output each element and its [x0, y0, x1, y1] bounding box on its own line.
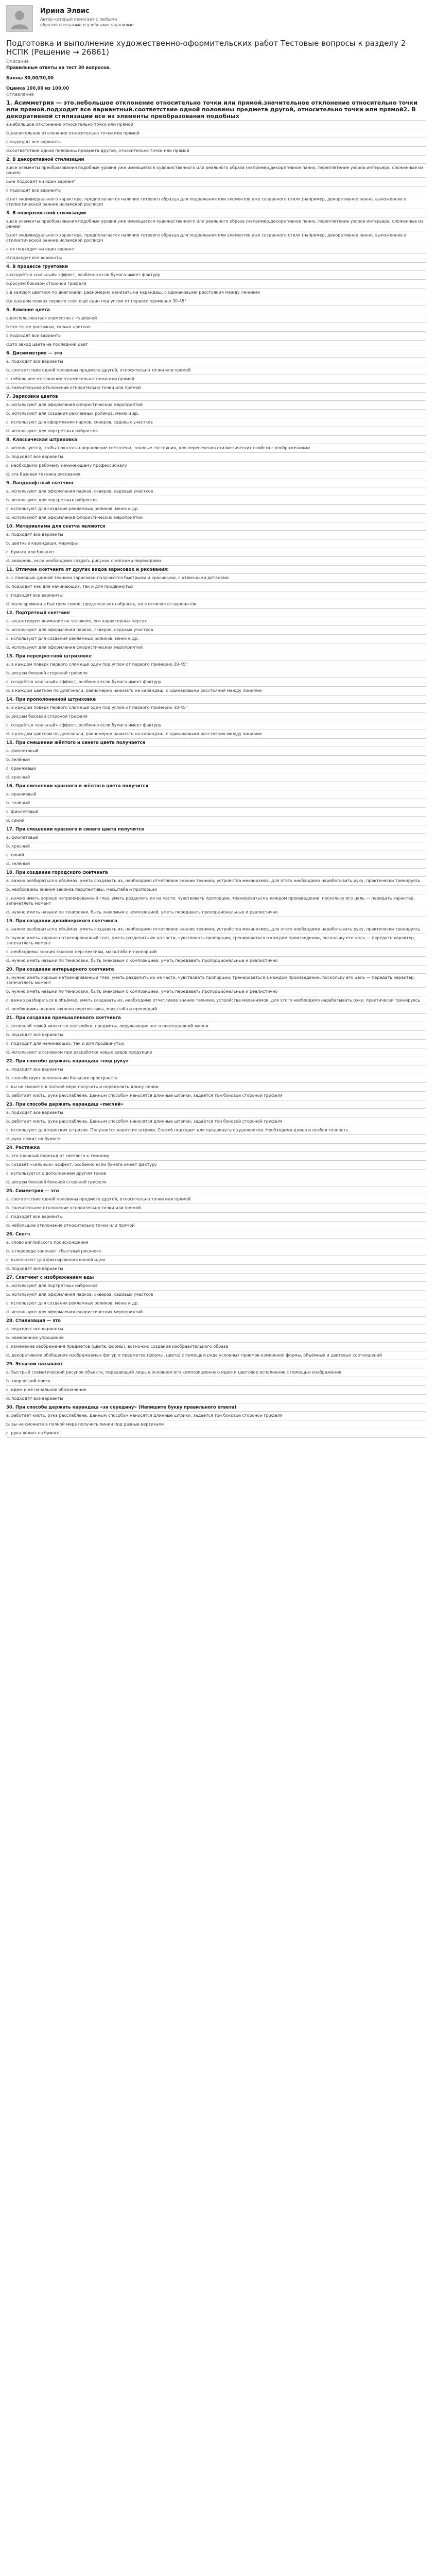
user-icon	[7, 6, 32, 31]
answer-option: с. небольшое отклонение относительно точки или прямой	[6, 375, 426, 384]
answer-option: с. необходимы знания законов перспективы, масштаба и пропорций	[6, 948, 426, 957]
author-bio: Автор который помогает с любыми образовательными и учебными заданиями	[40, 17, 134, 27]
answer-option: d. необходимы знания законов перспективы, масштаба и пропорций	[6, 1005, 426, 1014]
author-block	[6, 5, 426, 32]
author-name[interactable]: Ирина Элвис	[40, 7, 90, 15]
question-title: 25. Симметрия — это	[6, 1189, 59, 1194]
answer-option: с. создаётся «сильный» эффект, особенно если бумага имеет фактуру	[6, 721, 426, 730]
answer-option: с. выполняют для фиксирования вашей идеи	[6, 1256, 426, 1265]
answer-option: с. используется с дополнением другим тонов	[6, 1170, 426, 1178]
question-title: 27. Скетчинг с изображением еды	[6, 1275, 94, 1280]
question	[6, 1101, 426, 1144]
question-title: 8. Классическая штриховка	[6, 437, 77, 443]
question-title: 14. При прополоненной штриховке	[6, 697, 96, 702]
answer-option: с. рука лежит на бумаге	[6, 1429, 426, 1438]
points: Баллы 30,00/30,00	[6, 76, 54, 81]
answer-option: с. изменение изображения предметов (цвета, формы), возможно создание изобразительного образа	[6, 1343, 426, 1351]
toc-label: Оглавление	[6, 92, 34, 97]
answer-option: b.нет индивидуального характера, предполагается наличие готового образца для подражания или элементов уже созданного стиля (например, декоративное панно, выложенное в стилистической ранние исламской росписи)	[6, 231, 426, 245]
answer-option: b. цветные карандаши, маркеры	[6, 539, 426, 548]
answer-option: b.значительное отклонение относительно точки или прямой	[6, 129, 426, 138]
answer-option: b. способствует заполнению больших пространств	[6, 1074, 426, 1083]
answer-option: b. красный	[6, 842, 426, 851]
answer-option: b. намеренное упрощение	[6, 1334, 426, 1343]
question-title: 10. Материалами для скетча являются	[6, 524, 106, 529]
question	[6, 1275, 426, 1317]
question	[6, 1361, 426, 1403]
question-title: 5. Влияние цвета	[6, 308, 50, 313]
question-title: 19. При создании дизайнерского скетчинга	[6, 919, 117, 924]
answer-option: d. подходят все варианты	[6, 1395, 426, 1403]
answer-option: а. акцентируют внимание на человеке, его характерных чертах	[6, 617, 426, 626]
answer-option: с. подходят все варианты	[6, 591, 426, 600]
answer-option: d. небольшое отклонение относительно точки или прямой	[6, 1222, 426, 1230]
answer-option: d. в каждом цветном по диагонали, равномерно нанизать на карандаш, с одинаковыми расстояния между линиями	[6, 687, 426, 696]
question-title: 16. При смешении красного и жёлтого цвета получится	[6, 784, 149, 789]
answer-option: b. творческий поиск	[6, 1377, 426, 1386]
answer-option: с.не подходит ни один вариант	[6, 245, 426, 254]
answer-option: b.что те же растяжки, только цветная	[6, 323, 426, 332]
author-info	[40, 5, 138, 28]
answer-option: d. используют для оформления флористических мероприятий	[6, 1308, 426, 1317]
question-title: 30. При способе держать карандаш «за середину» (Напишите букву правильного ответа)	[6, 1405, 237, 1410]
question-title: 17. При смешении красного и синего цвета получится	[6, 827, 144, 832]
answer-option: с. идею и её начальное обозначение	[6, 1386, 426, 1395]
question-list	[6, 99, 426, 1438]
question	[6, 826, 426, 869]
answer-option: d. акварель, если необходимо создать рисунок с мягкими переходами	[6, 557, 426, 566]
question	[6, 264, 426, 306]
answer-option: а. фиолетовый	[6, 833, 426, 842]
question	[6, 1015, 426, 1057]
answer-option: d. нужно иметь навыки по тенировки, быть знакомым с композицией, уметь передавать пропорциональные и реалистично	[6, 957, 426, 965]
answer-option: d. подходят все варианты	[6, 1265, 426, 1274]
answer-option: b. рисуем боковой стороной грифеля	[6, 669, 426, 678]
answer-option: b. необходимы знания законов перспективы, масштаба и пропорций	[6, 886, 426, 894]
answer-option: d. рука лежит на бумаге	[6, 1135, 426, 1144]
answer-option: d. используют для оформления флористических мероприятий	[6, 514, 426, 522]
question	[6, 1231, 426, 1274]
question	[6, 1188, 426, 1230]
avatar[interactable]	[6, 5, 33, 32]
answer-option: d.нет индивидуального характера, предполагается наличие готового образца для подражания или элементов уже созданного стиля (например, декоративное панно, выложенное в стилистической ранние исламской росписи)	[6, 195, 426, 209]
question-title: 22. При способе держать карандаш «под руку»	[6, 1059, 129, 1064]
question	[6, 610, 426, 652]
answer-option: b. используют для создания рекламных роликов, меню и др.	[6, 410, 426, 418]
question	[6, 350, 426, 393]
question	[6, 1058, 426, 1100]
answer-option: а. нужно иметь хорошо натренированный глаз, уметь разделить их на части, чувствовать пропорции, тренироваться в каждом произведении, поскольку его цель — передать характер, запечатлеть момент	[6, 973, 426, 988]
answer-option: а.воспользоваться совместно с тушёвкой	[6, 314, 426, 323]
answer-option: с.в каждом цветном по диагонали, равномерно нанизать на карандаш, с одинаковыми расстояния между линиями	[6, 289, 426, 297]
question-title: 11. Отличие скетчинга от других видов зарисовок и рисования:	[6, 567, 169, 572]
answer-option: а. с помощью данной техники зарисовки получаются быстрыми и красивыми, с отличными деталями	[6, 573, 426, 583]
question	[6, 99, 426, 156]
question	[6, 1318, 426, 1360]
answer-option: а. используют для оформления парков, скверов, садовых участков	[6, 487, 426, 496]
answer-option: а. слово английского происхождения	[6, 1238, 426, 1247]
answer-option: а. подходят все варианты	[6, 1108, 426, 1117]
answer-option: а. используют для оформления флористических мероприятий	[6, 400, 426, 410]
answer-option: b. значительное отклонение относительно точки или прямой	[6, 1204, 426, 1213]
question-title: 4. В процессе грунтовки	[6, 264, 68, 269]
answer-option: а. основной темой являются постройки, предметы, окружающие нас в повседневной жизни	[6, 1022, 426, 1031]
answer-option: а. подходят все варианты	[6, 1065, 426, 1074]
answer-option: а. важно разбираться в объёмах, уметь создавать их, необходимо отчетливое знание техники, устройства механизмов, для этого необходимо нарабатывать руку, практически тренируясь	[6, 925, 426, 934]
answer-option: с. используют для оформления парков, скверов, садовых участков	[6, 418, 426, 427]
question	[6, 918, 426, 965]
question-title: 15. При смешении жёлтого и синего цвета получается	[6, 740, 145, 745]
answer-option: b. в переводе означает «быстрый рисунок»	[6, 1247, 426, 1256]
answer-option: с. необходимо рабочему начинающему профессионалу	[6, 462, 426, 470]
answer-option: а. оранжевый	[6, 790, 426, 799]
question	[6, 157, 426, 209]
question-title: 18. При создании городского скетчинга	[6, 870, 108, 875]
answer-option: с. оранжевый	[6, 765, 426, 773]
question-title: 26. Скетч	[6, 1232, 30, 1237]
answer-option: а. подходят все варианты	[6, 1325, 426, 1334]
answer-option: b.не подходят ни один вариант	[6, 178, 426, 187]
question-title: 13. При перекрёстной штриховке	[6, 654, 92, 659]
answer-option: d. используют для портретных набросков	[6, 427, 426, 436]
description-label: Описание	[6, 59, 29, 64]
question	[6, 653, 426, 696]
answer-option: b. используют для портретных набросков	[6, 496, 426, 505]
answer-option: с. используют для коротких штрихов. Получается короткие штрихи. Способ подходит для продвинутых художников. Необходима длина и особая точность	[6, 1126, 426, 1135]
question-title: 20. При создании интерьерного скетчинга	[6, 967, 114, 972]
answer-option: а. в каждом поверх первого слоя ещё один под углом от первого примерно 30-45°	[6, 660, 426, 669]
answer-option: d.соответствие одной половины предмета другой, относительно точки или прямой	[6, 147, 426, 156]
answer-option: с. важно разбираться в объёмах, уметь создавать их, необходимо отчетливое знание техники, устройства механизмов, для этого необходимо нарабатывать руку, практически тренируясь	[6, 996, 426, 1005]
correct-answers-summary: Правильные ответы на тест 30 вопросов.	[6, 65, 111, 71]
page-title: Подготовка и выполнение художественно-оформительских работ Тестовые вопросы к разделу 2 НСПК (Решение → 26861)	[6, 39, 406, 57]
answer-option: d. рисуем боковой боковой стороной грифеля	[6, 1178, 426, 1187]
answer-option: а. работает кисть, рука расслаблена. Данным способом наносятся длинные штрихи, задаётся тон боковой стороной грифеля	[6, 1411, 426, 1420]
question-title: 29. Эскизом называют	[6, 1362, 63, 1367]
answer-option: d. зелёный	[6, 860, 426, 869]
answer-option: с. нужно иметь хорошо натренированный глаз, уметь разделить их на части, чувствовать пропорции, тренироваться в каждом произведении, поскольку его цель — передать характер, запечатлеть момент	[6, 894, 426, 908]
question	[6, 697, 426, 739]
answer-option: b. нужно иметь хорошо натренированный глаз, уметь разделить их на части, чувствовать пропорции, тренироваться в каждом произведении, поскольку его цель — передать характер, запечатлеть момент	[6, 934, 426, 948]
answer-option: b. нужно иметь навыки по тенировки, быть знакомым с композицией, уметь передавать пропорциональные и реалистично	[6, 988, 426, 996]
answer-option: с. подходит для начинающих, так и для продвинутых	[6, 1040, 426, 1048]
question	[6, 783, 426, 825]
answer-option: d. значительное отклонение относительно точки или прямой	[6, 384, 426, 393]
answer-option: b. подходят все варианты	[6, 1031, 426, 1040]
question-title: 7. Зарисовки цветов	[6, 394, 58, 399]
question-title: 3. В поверхностной стилизации	[6, 211, 86, 216]
answer-option: d. работает кисть, рука расслаблена. Данным способом наносятся длинные штрихи, задаётся тон боковой стороной грифеля	[6, 1092, 426, 1100]
answer-option: а. соответствие одной половины предмета другой, относительно точки или прямой	[6, 1195, 426, 1204]
answer-option: а. подходят все варианты	[6, 530, 426, 539]
answer-option: с. фиолетовый	[6, 808, 426, 817]
answer-option: с.подходят все варианты	[6, 332, 426, 341]
question	[6, 480, 426, 522]
answer-option: d. синий	[6, 817, 426, 825]
answer-option: d.в каждом поверх первого слоя ещё один под углом от первого примерно 30-45°	[6, 297, 426, 306]
answer-option: а. в каждом поверх первого слоя ещё один под углом от первого примерно 30-45°	[6, 703, 426, 713]
answer-option: с.подходят все варианты	[6, 138, 426, 147]
answer-option: d. мало времени в быстром темпе, предполагает набросок, но в отличие от вариантов	[6, 600, 426, 609]
answer-option: b. зелёный	[6, 799, 426, 808]
answer-option: b. подходят все варианты	[6, 453, 426, 462]
answer-option: а.создаётся «сильный» эффект, особенно если бумага имеет фактуру	[6, 270, 426, 280]
answer-option: d. используют для оформления флористических мероприятий	[6, 643, 426, 652]
question-title: 6. Дисимметрия — это	[6, 351, 62, 356]
answer-option: а. это плавный переход от светлого к темному	[6, 1151, 426, 1161]
answer-option: а. используется, чтобы показать направление светотени, тоновые состояния, для пересечения стилистических свойств с изображениями	[6, 444, 426, 453]
answer-option: b. вы не сможете в полной мере получить линии под разные вертикали	[6, 1420, 426, 1429]
grade: Оценка 100,00 из 100,00	[6, 86, 69, 91]
question	[6, 394, 426, 436]
answer-option: с. используют для создания рекламных роликов, меню и др.	[6, 635, 426, 643]
answer-option: d.это эвход цвета на последний цвет	[6, 341, 426, 349]
answer-option: с.подходят все варианты	[6, 187, 426, 195]
answer-option: b. используют для оформления парков, скверов, садовых участков	[6, 626, 426, 635]
question	[6, 210, 426, 263]
answer-option: а. быстрый схематический рисунок объекта, передающий лишь в основном его композиционную идею и цветовое исполнение с помощью изображения	[6, 1368, 426, 1377]
answer-option: а.все элементы преобразования подобные уровня уже имеющегося художественного или реального образа (например,декоративное панно, переплетение узоров интерьера, сложенные из ранее)	[6, 163, 426, 178]
answer-option: b. подходит как для начинающих, так и для продвинутых	[6, 583, 426, 591]
question	[6, 567, 426, 609]
question	[6, 307, 426, 349]
question-title: 24. Растяжка	[6, 1145, 40, 1150]
question-title: 28. Стилизация — это	[6, 1318, 61, 1324]
question	[6, 870, 426, 917]
answer-option: d. нужно иметь навыки по тенировки, быть знакомым с композицией, уметь передавать пропорциональные и реалистично	[6, 908, 426, 917]
answer-option: с. используют для создания рекламных роликов, меню и др.	[6, 505, 426, 514]
question-title: 21. При создании промышленного скетчинга	[6, 1015, 121, 1021]
answer-option: d. в каждом цветном по диагонали, равномерно нанизать на карандаш, с одинаковыми расстояния между линиями	[6, 730, 426, 739]
question-title: 2. В декоративной стилизации	[6, 157, 84, 162]
answer-option: d.подходят все варианты	[6, 254, 426, 263]
answer-option: b. используют для оформления парков, скверов, садовых участков	[6, 1291, 426, 1299]
answer-option: d. эта базовая техника рисования	[6, 470, 426, 479]
answer-option: b. создаёт «сильный» эффект, особенно если бумага имеет фактуру	[6, 1161, 426, 1170]
answer-option: b.рисуем боковой стороной грифеля	[6, 280, 426, 289]
answer-option: а.небольшое отклонение относительно точки или прямой	[6, 120, 426, 129]
question	[6, 437, 426, 479]
answer-option: а. подходят все варианты	[6, 357, 426, 366]
answer-option: с. используют для создания рекламных роликов, меню и др.	[6, 1299, 426, 1308]
question	[6, 523, 426, 566]
answer-option: а. важно разбираться в объёмах, уметь создавать их, необходимо отчетливое знание техники, устройства механизмов, для этого необходимо нарабатывать руку, практически тренируясь	[6, 876, 426, 886]
answer-option: d. декоративное обобщение изображаемых фигур и предметов (формы, цвета) с помощью ряда условных приемов изменения формы, объёмных и цветовых соотношений	[6, 1351, 426, 1360]
answer-option: b. зелёный	[6, 756, 426, 765]
question	[6, 967, 426, 1014]
question-title: 9. Ландшафтный скетчинг	[6, 481, 74, 486]
question-title: 12. Портретный скетчинг	[6, 611, 71, 616]
question	[6, 740, 426, 782]
answer-option: b. соответствие одной половины предмета другой, относительно точки или прямой	[6, 366, 426, 375]
answer-option: d. красный	[6, 773, 426, 782]
answer-option: с. подходят все варианты	[6, 1213, 426, 1222]
answer-option: b. работает кисть, рука расслаблена. Данным способом наносятся длинные штрихи, задаётся тон боковой стороной грифеля	[6, 1117, 426, 1126]
answer-option: b. рисуем боковой стороной грифеля	[6, 713, 426, 721]
answer-option: с. создаётся «сильный» эффект, особенно если бумага имеет фактуру	[6, 678, 426, 687]
answer-option: d. используют в основном при разработке новых видов продукции	[6, 1048, 426, 1057]
answer-option: а.все элементы преобразования подобные уровня уже имеющегося художественного или реального образа (например,декоративное панно, переплетение узоров интерьера, сложенные из ранее)	[6, 217, 426, 231]
answer-option: а. фиолетовый	[6, 747, 426, 756]
question	[6, 1404, 426, 1438]
answer-option: с. синий	[6, 851, 426, 860]
answer-option: с. бумага или блокнот	[6, 548, 426, 557]
question-title: 1. Асимметрия — это.небольшое отклонение относительно точки или прямой.значительное отклонение относительно точки или прямой.подходит все вариантный.соответствие одной половины предмета другой, относительно точки или прямой2. В декоративной стилизации все из элементы преобразования подобных	[6, 99, 418, 120]
question	[6, 1145, 426, 1187]
question-title: 23. При способе держать карандаш «писчий»	[6, 1102, 124, 1107]
answer-option: с. вы не сможете в полной мере получить и определить длину линии	[6, 1083, 426, 1092]
answer-option: а. используют для портретных набросков	[6, 1281, 426, 1291]
